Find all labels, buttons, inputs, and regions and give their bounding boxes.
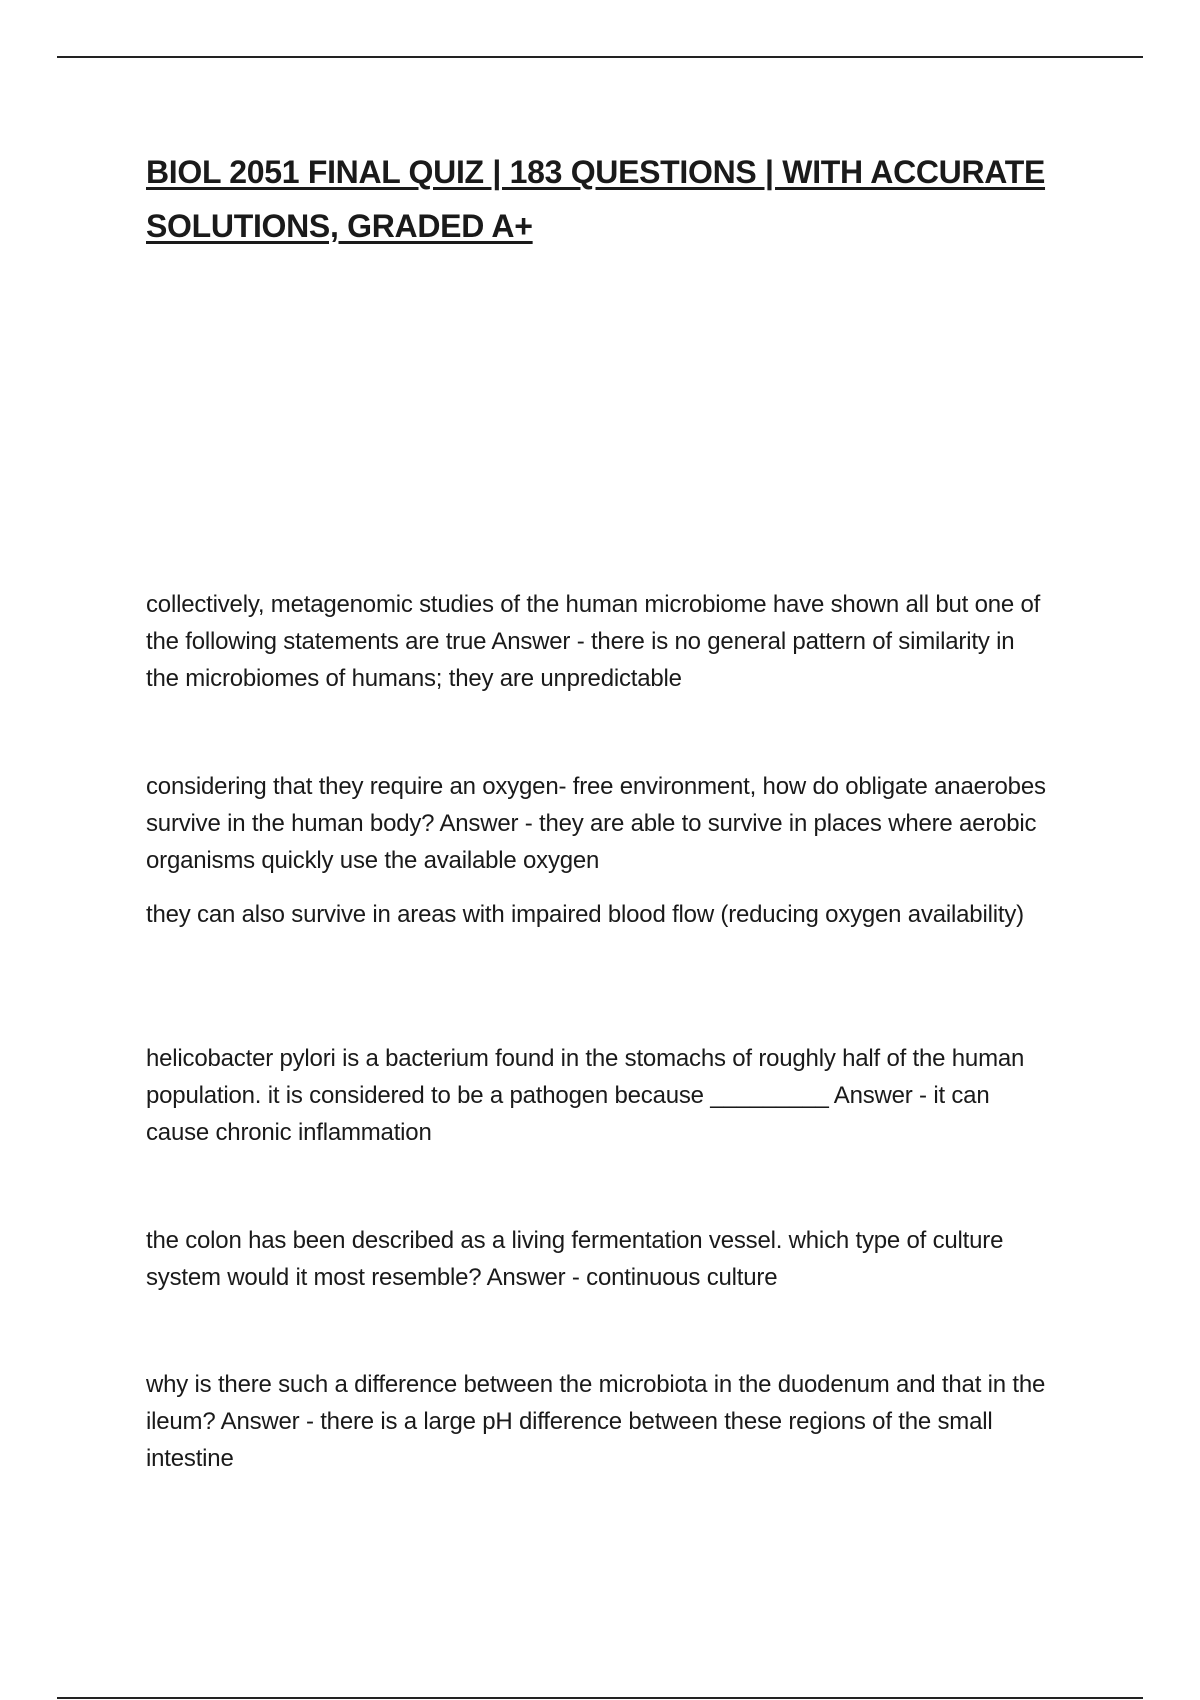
bottom-divider (57, 1697, 1143, 1699)
question-answer-1: collectively, metagenomic studies of the human microbiome have shown all but one of the following statements are true Answer - there is no general pattern of similarity in the microbiomes of humans; they are unpredictable (146, 591, 1041, 692)
top-divider (57, 56, 1143, 58)
document-title: BIOL 2051 FINAL QUIZ | 183 QUESTIONS | WITH ACCURATE SOLUTIONS, GRADED A+ (146, 154, 1046, 244)
question-answer-4: the colon has been described as a living fermentation vessel. which type of culture system would it most resemble? Answer - continuous culture (146, 1227, 1004, 1291)
answer-2-continuation: they can also survive in areas with impaired blood flow (reducing oxygen availability) (146, 901, 1024, 928)
question-answer-5: why is there such a difference between the microbiota in the duodenum and that in the ileum? Answer - there is a large pH difference between these regions of the small intestine (146, 1371, 1046, 1472)
question-answer-3: helicobacter pylori is a bacterium found in the stomachs of roughly half of the human population. it is considered to be a pathogen because _________ Answer - it can cause chronic inflammation (146, 1045, 1025, 1146)
question-answer-2: considering that they require an oxygen- free environment, how do obligate anaerobes survive in the human body? Answer - they are able to survive in places where aerobic organisms quickly use the available oxygen (146, 773, 1046, 874)
